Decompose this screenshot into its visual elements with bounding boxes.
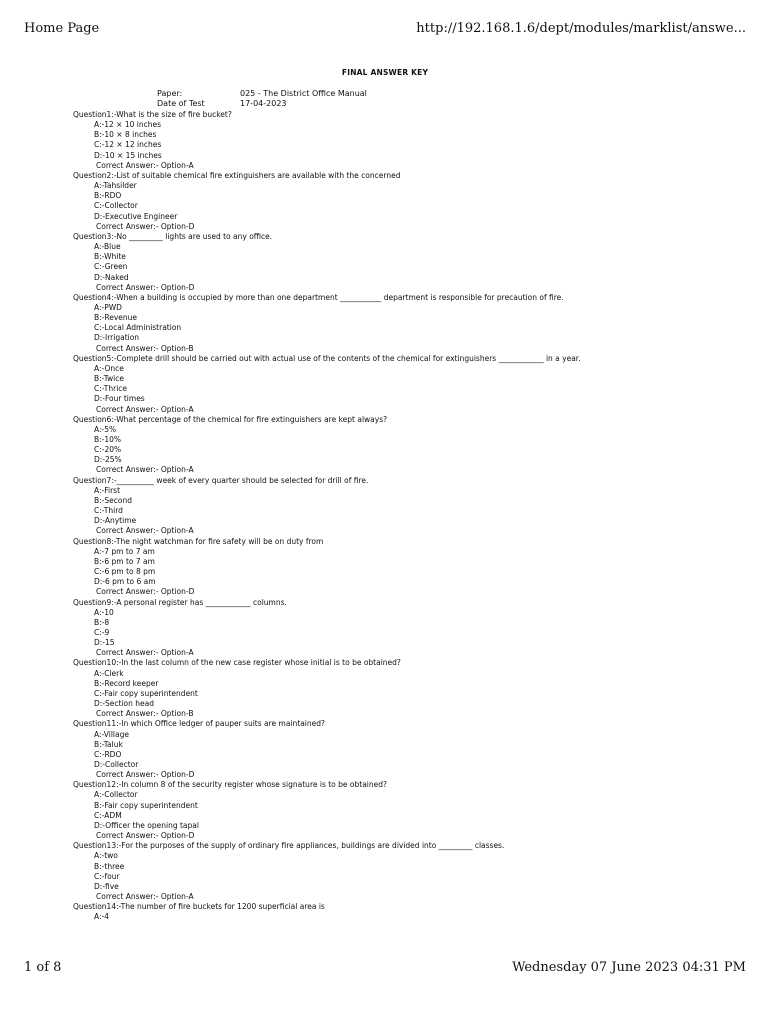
answer-option: B:-Record keeper <box>94 678 159 688</box>
answer-option: A:-Clerk <box>94 668 124 678</box>
correct-answer: Correct Answer:- Option-D <box>96 770 195 780</box>
answer-option: D:-10 × 15 inches <box>94 150 162 160</box>
answer-option: D:-Officer the opening tapal <box>94 820 199 830</box>
answer-option: D:-Four times <box>94 394 145 404</box>
answer-option: A:-PWD <box>94 302 122 312</box>
correct-answer: Correct Answer:- Option-A <box>96 526 194 536</box>
answer-option: D:-Naked <box>94 272 129 282</box>
paper-meta <box>157 89 367 109</box>
answer-option: A:-12 × 10 inches <box>94 120 161 130</box>
answer-option: A:-two <box>94 851 118 861</box>
question-text: Question2:-List of suitable chemical fire extinguishers are available with the concerned <box>73 170 401 180</box>
answer-option: C:-12 × 12 inches <box>94 140 162 150</box>
answer-option: D:-five <box>94 881 119 891</box>
correct-answer: Correct Answer:- Option-A <box>96 404 194 414</box>
question-block <box>73 293 723 354</box>
answer-option: C:-Green <box>94 262 128 272</box>
answer-option: A:-10 <box>94 607 114 617</box>
answer-option: B:-10 × 8 inches <box>94 130 157 140</box>
correct-answer: Correct Answer:- Option-A <box>96 648 194 658</box>
correct-answer: Correct Answer:- Option-D <box>96 831 195 841</box>
answer-option: B:-three <box>94 861 125 871</box>
meta-row <box>157 89 367 99</box>
answer-option: B:-Taluk <box>94 739 123 749</box>
question-list <box>73 110 723 923</box>
answer-option: B:-Fair copy superintendent <box>94 800 198 810</box>
answer-option: A:-5% <box>94 424 117 434</box>
question-text: Question4:-When a building is occupied by more than one department ___________ department is responsible for precaution of fire. <box>73 292 564 302</box>
answer-option: C:-Third <box>94 506 123 516</box>
question-text: Question12:-In column 8 of the security register whose signature is to be obtained? <box>73 780 387 790</box>
correct-answer: Correct Answer:- Option-D <box>96 221 195 231</box>
meta-value: 17-04-2023 <box>240 99 287 109</box>
question-block <box>73 415 723 476</box>
question-text: Question9:-A personal register has ____________ columns. <box>73 597 287 607</box>
question-text: Question8:-The night watchman for fire safety will be on duty from <box>73 536 324 546</box>
question-block <box>73 537 723 598</box>
answer-option: A:-Tahsilder <box>94 181 137 191</box>
answer-option: B:-Revenue <box>94 313 138 323</box>
question-block <box>73 719 723 780</box>
answer-option: B:-White <box>94 252 126 262</box>
answer-option: C:-20% <box>94 445 122 455</box>
question-block <box>73 354 723 415</box>
print-footer <box>24 960 746 975</box>
answer-option: C:-Collector <box>94 201 138 211</box>
correct-answer: Correct Answer:- Option-A <box>96 892 194 902</box>
answer-option: A:-Collector <box>94 790 138 800</box>
question-text: Question13:-For the purposes of the supply of ordinary fire appliances, buildings are divided into _________ classes. <box>73 841 505 851</box>
answer-option: B:-10% <box>94 435 122 444</box>
meta-label: Paper: <box>157 89 183 98</box>
question-text: Question6:-What percentage of the chemical for fire extinguishers are kept always? <box>73 414 388 424</box>
answer-option: B:-8 <box>94 617 110 627</box>
answer-option: D:-Anytime <box>94 516 137 526</box>
correct-answer: Correct Answer:- Option-A <box>96 160 194 170</box>
print-header <box>24 21 746 36</box>
answer-option: D:-15 <box>94 638 115 648</box>
answer-option: D:-6 pm to 6 am <box>94 577 156 587</box>
question-text: Question11:-In which Office ledger of pauper suits are maintained? <box>73 719 326 729</box>
document-title: FINAL ANSWER KEY <box>341 68 429 77</box>
question-text: Question3:-No _________ lights are used to any office. <box>73 231 273 241</box>
question-block <box>73 171 723 232</box>
correct-answer: Correct Answer:- Option-D <box>96 282 195 292</box>
question-block <box>73 658 723 719</box>
answer-option: C:-RDO <box>94 749 122 759</box>
answer-option: C:-6 pm to 8 pm <box>94 567 156 577</box>
meta-row <box>157 99 367 109</box>
answer-option: C:-Thrice <box>94 384 128 394</box>
answer-option: B:-6 pm to 7 am <box>94 556 155 566</box>
answer-option: C:-Local Administration <box>94 323 182 333</box>
question-block <box>73 780 723 841</box>
answer-option: A:-First <box>94 485 121 495</box>
question-block <box>73 902 723 922</box>
answer-option: A:-Once <box>94 363 124 373</box>
header-page-title: Home Page <box>24 21 100 36</box>
question-text: Question10:-In the last column of the new case register whose initial is to be obtained? <box>73 658 401 668</box>
question-block <box>73 598 723 659</box>
correct-answer: Correct Answer:- Option-A <box>96 465 194 475</box>
answer-option: C:-ADM <box>94 810 122 820</box>
print-datetime: Wednesday 07 June 2023 04:31 PM <box>512 960 746 975</box>
answer-option: B:-Second <box>94 495 132 505</box>
answer-option: D:-Collector <box>94 760 139 769</box>
correct-answer: Correct Answer:- Option-B <box>96 709 194 719</box>
answer-option: A:-7 pm to 7 am <box>94 546 155 556</box>
answer-option: C:-four <box>94 871 120 881</box>
question-block <box>73 476 723 537</box>
answer-option: B:-RDO <box>94 191 122 201</box>
question-block <box>73 110 723 171</box>
answer-option: D:-Section head <box>94 699 154 709</box>
answer-option: A:-Village <box>94 729 129 739</box>
question-text: Question1:-What is the size of fire bucket? <box>73 110 232 119</box>
answer-option: A:-4 <box>94 912 110 922</box>
question-text: Question5:-Complete drill should be carried out with actual use of the contents of the chemical for extinguishers ____________ in a year. <box>73 353 581 363</box>
question-text: Question14:-The number of fire buckets for 1200 superficial area is <box>73 902 325 912</box>
answer-option: A:-Blue <box>94 242 121 252</box>
question-block <box>73 841 723 902</box>
answer-option: B:-Twice <box>94 374 124 384</box>
answer-option: D:-25% <box>94 455 122 465</box>
meta-label: Date of Test <box>157 99 205 109</box>
answer-option: C:-9 <box>94 627 110 637</box>
correct-answer: Correct Answer:- Option-B <box>96 343 194 353</box>
question-block <box>73 232 723 293</box>
question-text: Question7:-__________ week of every quarter should be selected for drill of fire. <box>73 475 369 485</box>
answer-option: C:-Fair copy superintendent <box>94 688 198 698</box>
answer-option: D:-Executive Engineer <box>94 211 178 221</box>
header-url: http://192.168.1.6/dept/modules/marklist/answe... <box>416 21 746 36</box>
answer-option: D:-Irrigation <box>94 333 140 343</box>
meta-value: 025 - The District Office Manual <box>240 89 367 98</box>
page-number: 1 of 8 <box>24 960 62 975</box>
correct-answer: Correct Answer:- Option-D <box>96 587 195 597</box>
